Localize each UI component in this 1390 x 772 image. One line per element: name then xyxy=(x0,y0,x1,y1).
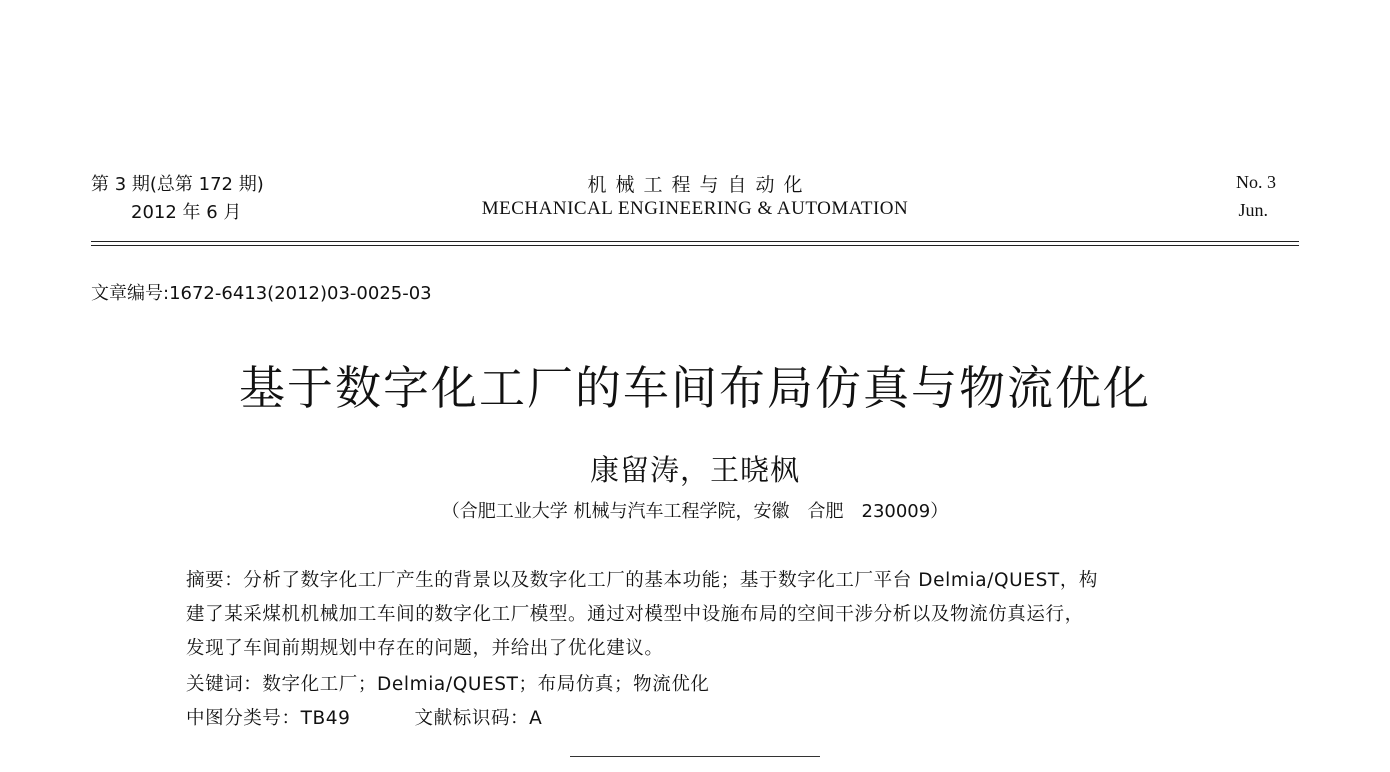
affiliation: （合肥工业大学 机械与汽车工程学院，安徽 合肥 230009） xyxy=(441,501,949,522)
header-month: Jun. xyxy=(1238,200,1268,220)
header-date: 2012 年 6 月 xyxy=(131,202,242,223)
journal-name-cn: 机械工程与自动化 xyxy=(587,174,812,196)
header-issue: 第 3 期(总第 172 期) xyxy=(91,174,264,195)
header-rule-top xyxy=(91,241,1299,242)
clc-number: 中图分类号：TB49 xyxy=(186,708,351,729)
header-rule-bottom xyxy=(91,245,1299,246)
document-code: 文献标识码：A xyxy=(414,708,543,729)
classification-line xyxy=(186,704,542,730)
journal-name-en: MECHANICAL ENGINEERING & AUTOMATION xyxy=(481,198,909,219)
header-issue-no: No. 3 xyxy=(1236,172,1276,192)
abstract-line-1: 摘要：分析了数字化工厂产生的背景以及数字化工厂的基本功能；基于数字化工厂平台 Delmia/QUEST，构 xyxy=(186,570,1099,591)
footnote-rule xyxy=(570,756,820,757)
abstract-line-2: 建了某采煤机机械加工车间的数字化工厂模型。通过对模型中设施布局的空间干涉分析以及物流仿真运行， xyxy=(186,604,1084,625)
paper-title: 基于数字化工厂的车间布局仿真与物流优化 xyxy=(239,361,1151,415)
article-number: 文章编号:1672-6413(2012)03-0025-03 xyxy=(91,283,432,304)
authors: 康留涛，王晓枫 xyxy=(589,453,800,487)
keywords: 关键词：数字化工厂；Delmia/QUEST；布局仿真；物流优化 xyxy=(186,674,710,695)
abstract-line-3: 发现了车间前期规划中存在的问题，并给出了优化建议。 xyxy=(186,638,664,659)
